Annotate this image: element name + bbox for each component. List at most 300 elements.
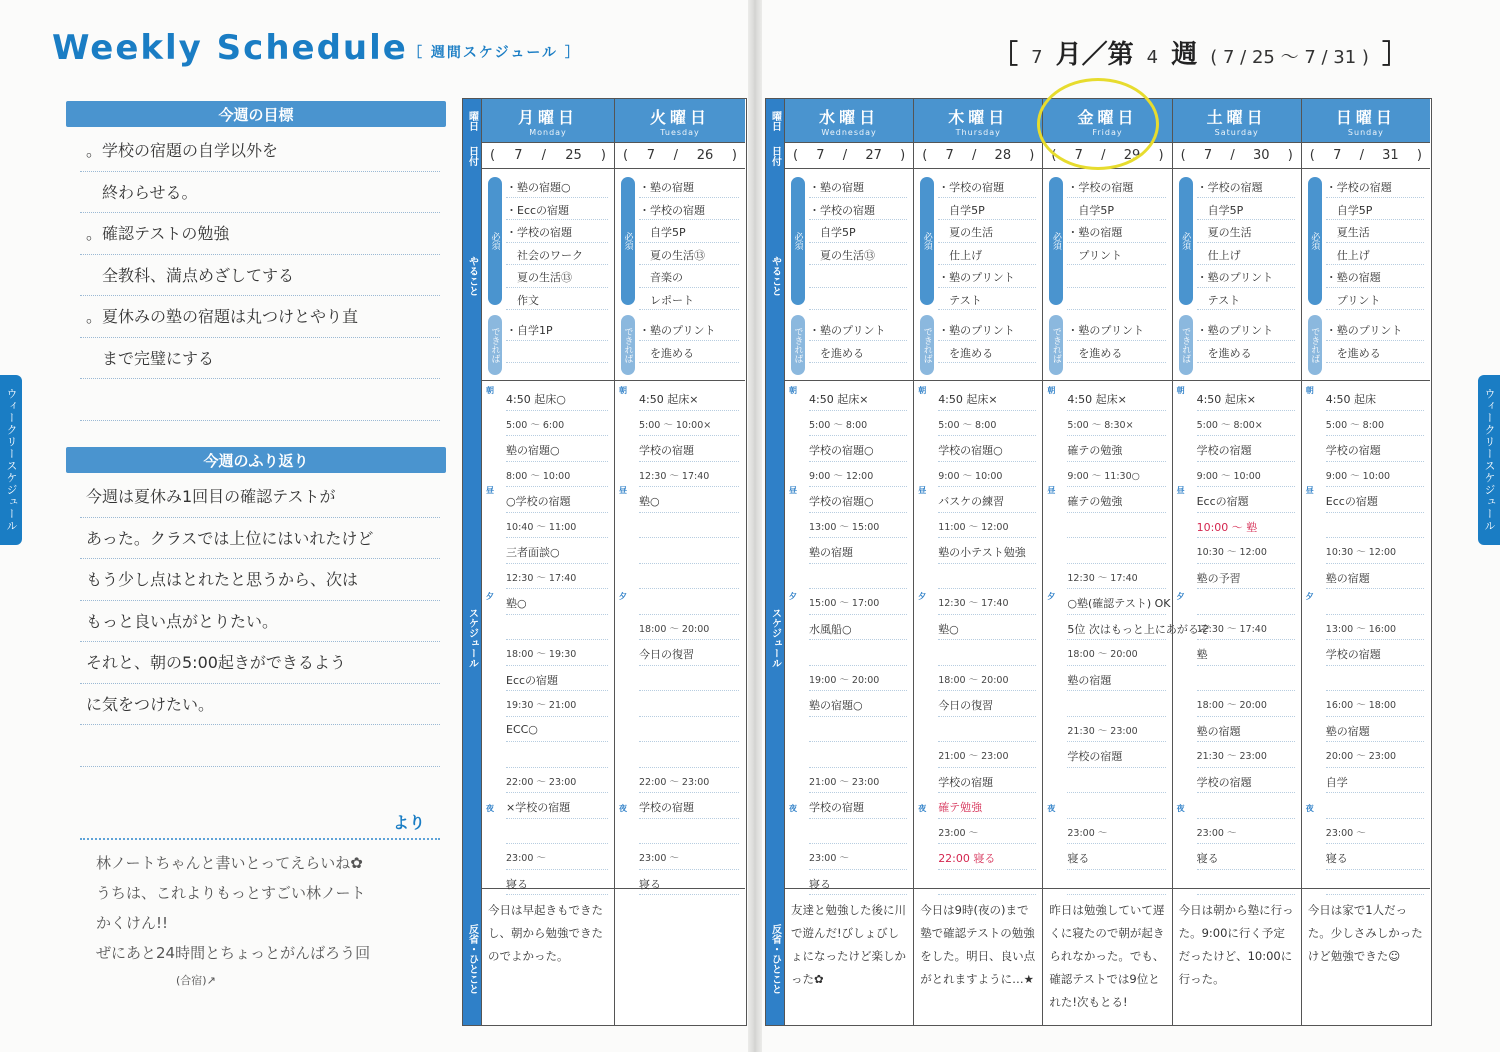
can-pill: できれば [1179, 315, 1193, 375]
schedule-entry[interactable]: 塾の宿題○ [809, 691, 907, 717]
schedule-entry[interactable]: 5:00 ～ 8:00× [1197, 411, 1295, 437]
schedule-entry[interactable]: 12:30 ～ 17:40 [506, 564, 608, 590]
schedule-entry[interactable]: 学校の宿題 [639, 436, 739, 462]
schedule-entry[interactable] [1067, 870, 1165, 896]
schedule-entry[interactable]: 10:40 ～ 11:00 [506, 513, 608, 539]
schedule-entry[interactable] [1197, 870, 1295, 896]
must-task[interactable]: 仕上げ [938, 243, 1036, 266]
date-day: 28 [994, 148, 1012, 163]
date-bracket: ( [1180, 148, 1186, 163]
must-task[interactable]: ・塾の宿題 [639, 175, 739, 198]
goals-lines [80, 130, 440, 421]
must-task[interactable]: プリント [1067, 243, 1165, 266]
must-task[interactable]: ・学校の宿題 [506, 220, 608, 243]
must-task[interactable]: ・塾のプリント [1197, 265, 1295, 288]
schedule-entry[interactable]: 4:50 起床 [1326, 385, 1424, 411]
schedule-entry[interactable]: ○学校の宿題 [506, 487, 608, 513]
schedule-block [914, 381, 1042, 889]
must-pill: 必須 [920, 177, 934, 305]
row-label: 反省・ひとこと [466, 924, 478, 994]
optional-task[interactable]: ・塾のプリント [938, 318, 1036, 341]
schedule-entry[interactable]: 13:00 ～ 15:00 [809, 513, 907, 539]
optional-task[interactable]: ・塾のプリント [1067, 318, 1165, 341]
schedule-entry[interactable]: 22:00 寝る [938, 844, 1036, 870]
goals-line[interactable]: 。学校の宿題の自学以外を [80, 130, 440, 172]
must-task[interactable]: 仕上げ [1326, 243, 1424, 266]
schedule-entry[interactable]: 4:50 起床× [639, 385, 739, 411]
schedule-entry[interactable] [938, 717, 1036, 743]
schedule-entry[interactable] [1067, 768, 1165, 794]
date-slash: / [842, 148, 848, 163]
schedule-entry[interactable] [639, 564, 739, 590]
schedule-entry[interactable]: 22:00 ～ 23:00 [639, 768, 739, 794]
optional-task[interactable]: を進める [639, 341, 739, 364]
schedule-entry[interactable]: 学校の宿題 [809, 793, 907, 819]
day-name-en: Sunday [1347, 128, 1384, 137]
todo-block [615, 169, 745, 381]
schedule-entry[interactable]: 12:30 ～ 17:40 [1067, 564, 1165, 590]
can-pill: できれば [920, 315, 934, 375]
schedule-entry[interactable]: 10:00 ～ 塾 [1197, 513, 1295, 539]
date-month: 7 [1074, 148, 1083, 163]
goals-line[interactable]: 全教科、満点めざしてする [80, 255, 440, 297]
schedule-entry[interactable]: 21:00 ～ 23:00 [938, 742, 1036, 768]
schedule-entry[interactable]: 23:00 ～ [506, 844, 608, 870]
must-task[interactable]: 自学5P [809, 220, 907, 243]
schedule-entry[interactable]: 塾○ [639, 487, 739, 513]
schedule-entry[interactable]: 4:50 起床× [1067, 385, 1165, 411]
page-title: Weekly Schedule [52, 28, 408, 68]
must-task[interactable]: ・学校の宿題 [639, 198, 739, 221]
must-task[interactable]: 社会のワーク [506, 243, 608, 266]
must-task[interactable]: ・学校の宿題 [1326, 175, 1424, 198]
must-task[interactable]: 夏の生活 [938, 220, 1036, 243]
date-bracket: ) [731, 148, 737, 163]
schedule-entry[interactable]: 18:00 ～ 20:00 [938, 666, 1036, 692]
must-pill: 必須 [1308, 177, 1322, 305]
time-of-day-tag: 夕 [789, 592, 797, 601]
schedule-entry[interactable] [1067, 538, 1165, 564]
time-of-day-tag: 朝 [789, 386, 797, 395]
schedule-entry[interactable]: 今日の復習 [639, 640, 739, 666]
schedule-entry[interactable] [809, 717, 907, 743]
must-task[interactable]: 夏の生活 [1197, 220, 1295, 243]
date-field[interactable] [1173, 143, 1301, 169]
schedule-entry[interactable]: 寝る [506, 870, 608, 896]
schedule-entry[interactable]: 21:30 ～ 23:00 [1197, 742, 1295, 768]
schedule-entry[interactable]: 寝る [1326, 844, 1424, 870]
schedule-entry[interactable] [639, 666, 739, 692]
schedule-entry[interactable]: 9:00 ～ 10:00 [1326, 462, 1424, 488]
time-of-day-tag: 朝 [1047, 386, 1056, 395]
schedule-entry[interactable]: 学校の宿題○ [809, 436, 907, 462]
goals-line[interactable]: 。確認テストの勉強 [80, 213, 440, 255]
schedule-entry[interactable]: 5:00 ～ 10:00× [639, 411, 739, 437]
schedule-entry[interactable]: 12:30 ～ 17:40 [639, 462, 739, 488]
schedule-entry[interactable]: 5:00 ～ 8:00 [1326, 411, 1424, 437]
date-slash: / [1359, 148, 1364, 163]
must-task[interactable]: 夏生活 [1326, 220, 1424, 243]
schedule-entry[interactable]: 9:00 ～ 10:00 [1197, 462, 1295, 488]
schedule-entry[interactable]: 5:00 ～ 8:30× [1067, 411, 1165, 437]
reflection-text[interactable]: 友達と勉強した後に川で遊んだ!びしょびしょになったけど楽しかった✿ [791, 903, 906, 986]
reflection-text[interactable]: 今日は家で1人だった。少しさみしかったけど勉強できた☺ [1307, 903, 1423, 963]
side-tab-left[interactable]: ウィークリースケジュール [0, 375, 22, 545]
schedule-entry[interactable]: 9:00 ～ 11:30○ [1067, 462, 1165, 488]
schedule-entry[interactable]: 11:00 ～ 12:00 [938, 513, 1036, 539]
schedule-entry[interactable]: 5:00 ～ 6:00 [506, 411, 608, 437]
week-close-bracket: ］ [1382, 40, 1409, 70]
schedule-entry[interactable] [639, 691, 739, 717]
book-spine [748, 0, 762, 1052]
schedule-entry[interactable] [1197, 589, 1295, 615]
time-of-day-tag: 昼 [619, 486, 627, 495]
date-bracket: ( [922, 148, 928, 163]
review-line[interactable] [80, 725, 440, 767]
schedule-entry[interactable] [1067, 793, 1165, 819]
schedule-entry[interactable]: 15:00 ～ 17:00 [809, 589, 907, 615]
date-bracket: ) [1416, 148, 1422, 163]
schedule-entry[interactable]: 9:00 ～ 10:00 [938, 462, 1036, 488]
time-of-day-tag: 夜 [1176, 804, 1185, 813]
day-name: 日曜日 [1335, 108, 1396, 127]
schedule-entry[interactable]: 塾の宿題 [1067, 666, 1165, 692]
must-task[interactable]: ・学校の宿題 [1197, 175, 1295, 198]
goals-title: 今週の目標 [66, 101, 446, 127]
time-of-day-tag: 昼 [1176, 486, 1185, 495]
date-day: 26 [696, 148, 714, 163]
date-bracket: ( [1051, 148, 1057, 163]
schedule-entry[interactable]: 学校の宿題 [1326, 640, 1424, 666]
schedule-entry[interactable]: 18:00 ～ 20:00 [1067, 640, 1165, 666]
optional-task[interactable]: を進める [938, 341, 1036, 364]
day-header [914, 99, 1042, 143]
must-task[interactable]: ・塾の宿題○ [506, 175, 608, 198]
optional-task[interactable]: ・塾のプリント [1197, 318, 1295, 341]
must-task[interactable]: ・学校の宿題 [1067, 175, 1165, 198]
date-month: 7 [1203, 148, 1213, 163]
schedule-entry[interactable] [639, 742, 739, 768]
review-line[interactable]: 今週は夏休み1回目の確認テストが [80, 476, 440, 518]
schedule-entry[interactable]: 5:00 ～ 8:00 [938, 411, 1036, 437]
schedule-entry[interactable] [1197, 793, 1295, 819]
reflection-text[interactable]: 今日は9時(夜の)まで塾で確認テストの勉強をした。明日、良い点がとれますように…★ [920, 903, 1036, 986]
day-name: 火曜日 [649, 108, 710, 127]
optional-task[interactable]: を進める [1326, 341, 1424, 364]
schedule-entry[interactable]: 学校の宿題 [639, 793, 739, 819]
date-month: 7 [514, 148, 523, 163]
row-label-column [463, 99, 481, 1025]
schedule-entry[interactable]: 確テの勉強 [1067, 436, 1165, 462]
review-line[interactable]: に気をつけたい。 [80, 684, 440, 726]
optional-task[interactable] [506, 341, 608, 364]
goals-line[interactable]: 終わらせる。 [80, 172, 440, 214]
must-task[interactable]: 作文 [506, 288, 608, 311]
schedule-entry[interactable] [938, 564, 1036, 590]
schedule-entry[interactable] [506, 819, 608, 845]
must-task[interactable]: 夏の生活⑬ [506, 265, 608, 288]
schedule-entry[interactable]: 23:00 ～ [1067, 819, 1165, 845]
schedule-entry[interactable]: 塾の宿題 [1197, 717, 1295, 743]
must-pill: 必須 [791, 177, 805, 305]
schedule-entry[interactable]: 三者面談○ [506, 538, 608, 564]
must-task[interactable]: 自学5P [1326, 198, 1424, 221]
schedule-entry[interactable]: 寝る [809, 870, 907, 896]
schedule-entry[interactable]: 23:00 ～ [1326, 819, 1424, 845]
schedule-entry[interactable]: ×学校の宿題 [506, 793, 608, 819]
optional-task[interactable]: ・塾のプリント [809, 318, 907, 341]
schedule-entry[interactable]: 13:00 ～ 16:00 [1326, 615, 1424, 641]
schedule-entry[interactable]: 学校の宿題○ [938, 436, 1036, 462]
schedule-entry[interactable]: 塾の宿題 [1326, 564, 1424, 590]
optional-task[interactable]: を進める [809, 341, 907, 364]
schedule-entry[interactable]: 寝る [639, 870, 739, 896]
must-task[interactable]: ・塾のプリント [938, 265, 1036, 288]
reflection-text[interactable] [615, 889, 745, 1017]
row-label: やること [769, 256, 781, 296]
schedule-entry[interactable]: 塾の宿題○ [506, 436, 608, 462]
schedule-entry[interactable] [1067, 691, 1165, 717]
optional-task[interactable]: ・塾のプリント [1326, 318, 1424, 341]
schedule-entry[interactable]: 5:00 ～ 8:00 [809, 411, 907, 437]
schedule-entry[interactable] [1326, 666, 1424, 692]
schedule-entry[interactable]: 20:00 ～ 23:00 [1326, 742, 1424, 768]
schedule-entry[interactable] [639, 717, 739, 743]
row-label: スケジュール [769, 608, 781, 668]
schedule-entry[interactable] [639, 589, 739, 615]
goals-line[interactable]: 。夏休みの塾の宿題は丸つけとやり直 [80, 296, 440, 338]
schedule-entry[interactable]: 22:00 ～ 23:00 [506, 768, 608, 794]
todo-block [785, 169, 913, 381]
schedule-entry[interactable] [639, 538, 739, 564]
schedule-entry[interactable]: 学校の宿題 [938, 768, 1036, 794]
schedule-entry[interactable] [1326, 513, 1424, 539]
schedule-entry[interactable]: 確テ勉強 [938, 793, 1036, 819]
must-task[interactable]: ・塾の宿題 [1067, 220, 1165, 243]
schedule-entry[interactable]: 塾の宿題 [1326, 717, 1424, 743]
review-line[interactable]: あった。クラスでは上位にはいれたけど [80, 518, 440, 560]
schedule-entry[interactable]: 21:00 ～ 23:00 [809, 768, 907, 794]
schedule-entry[interactable]: ECC○ [506, 717, 608, 743]
schedule-entry[interactable] [938, 870, 1036, 896]
schedule-entry[interactable]: 学校の宿題○ [809, 487, 907, 513]
schedule-entry[interactable] [809, 742, 907, 768]
day-column [1301, 99, 1430, 1025]
schedule-entry[interactable]: 18:00 ～ 20:00 [1197, 691, 1295, 717]
must-task[interactable]: ・塾の宿題 [809, 175, 907, 198]
schedule-entry[interactable]: 19:30 ～ 21:00 [506, 691, 608, 717]
date-field[interactable] [615, 143, 745, 169]
date-month: 7 [816, 148, 825, 163]
optional-task[interactable]: を進める [1067, 341, 1165, 364]
goals-line[interactable] [80, 379, 440, 421]
schedule-entry[interactable]: 塾○ [506, 589, 608, 615]
schedule-entry[interactable]: 今日の復習 [938, 691, 1036, 717]
schedule-entry[interactable]: 塾○ [938, 615, 1036, 641]
todo-block [482, 169, 614, 381]
week-label-text: 週 [1171, 40, 1198, 70]
time-of-day-tag: 夕 [486, 592, 494, 601]
schedule-entry[interactable]: 23:00 ～ [938, 819, 1036, 845]
day-name: 月曜日 [517, 108, 578, 127]
schedule-entry[interactable]: 寝る [1067, 844, 1165, 870]
must-task[interactable]: 自学5P [938, 198, 1036, 221]
schedule-entry[interactable]: ○塾(確認テスト) OK [1067, 589, 1165, 615]
schedule-entry[interactable]: 23:00 ～ [639, 844, 739, 870]
review-line[interactable]: それと、朝の5:00起きができるよう [80, 642, 440, 684]
date-field[interactable] [1302, 143, 1430, 169]
must-task[interactable] [1067, 288, 1165, 311]
schedule-entry[interactable] [506, 615, 608, 641]
must-task[interactable]: 夏の生活⑬ [639, 243, 739, 266]
schedule-entry[interactable]: 4:50 起床× [809, 385, 907, 411]
schedule-entry[interactable]: 19:00 ～ 20:00 [809, 666, 907, 692]
schedule-entry[interactable]: 確テの勉強 [1067, 487, 1165, 513]
schedule-entry[interactable] [1067, 513, 1165, 539]
reflection-text[interactable]: 今日は朝から塾に行った。9:00に行く予定だったけど、10:00に行った。 [1178, 903, 1294, 986]
schedule-entry[interactable]: 23:00 ～ [809, 844, 907, 870]
must-task[interactable]: 自学5P [639, 220, 739, 243]
goals-line[interactable]: まで完璧にする [80, 338, 440, 380]
schedule-entry[interactable]: 8:00 ～ 10:00 [506, 462, 608, 488]
date-bracket: ) [600, 148, 606, 163]
must-task[interactable]: テスト [938, 288, 1036, 311]
day-name-en: Monday [529, 128, 567, 137]
day-header [482, 99, 614, 143]
schedule-entry[interactable]: 23:00 ～ [1197, 819, 1295, 845]
reflection-text[interactable]: 昨日は勉強していて遅くに寝たので朝が起きられなかった。でも、確認テストでは9位とれた!次もとる! [1049, 903, 1165, 1009]
schedule-entry[interactable]: Eccの宿題 [506, 666, 608, 692]
time-of-day-tag: 昼 [1305, 486, 1314, 495]
schedule-entry[interactable]: 18:00 ～ 19:30 [506, 640, 608, 666]
must-task[interactable]: レポート [639, 288, 739, 311]
day-column [784, 99, 913, 1025]
friday-highlight-circle [1037, 78, 1159, 170]
schedule-entry[interactable]: 水風船○ [809, 615, 907, 641]
date-bracket: ) [900, 148, 906, 163]
schedule-entry[interactable]: 9:00 ～ 12:00 [809, 462, 907, 488]
date-bracket: ) [1287, 148, 1293, 163]
schedule-entry[interactable]: 4:50 起床× [938, 385, 1036, 411]
must-task[interactable]: ・学校の宿題 [809, 198, 907, 221]
schedule-entry[interactable]: 10:30 ～ 12:00 [1197, 538, 1295, 564]
review-line[interactable]: もっと良い点がとりたい。 [80, 601, 440, 643]
optional-task[interactable]: を進める [1197, 341, 1295, 364]
schedule-entry[interactable]: 12:30 ～ 17:40 [1197, 615, 1295, 641]
must-task[interactable]: ・Eccの宿題 [506, 198, 608, 221]
must-task[interactable]: 自学5P [1067, 198, 1165, 221]
schedule-entry[interactable]: 寝る [1197, 844, 1295, 870]
optional-task[interactable]: ・塾のプリント [639, 318, 739, 341]
schedule-entry[interactable]: 10:30 ～ 12:00 [1326, 538, 1424, 564]
date-slash: / [1230, 148, 1235, 163]
schedule-entry[interactable]: 自学 [1326, 768, 1424, 794]
schedule-entry[interactable]: 12:30 ～ 17:40 [938, 589, 1036, 615]
parent-note [96, 848, 426, 998]
must-task[interactable]: 仕上げ [1197, 243, 1295, 266]
schedule-entry[interactable]: 学校の宿題 [1326, 436, 1424, 462]
schedule-entry[interactable] [1326, 589, 1424, 615]
schedule-entry[interactable] [639, 513, 739, 539]
schedule-entry[interactable]: 塾の小テスト勉強 [938, 538, 1036, 564]
must-task[interactable]: 自学5P [1197, 198, 1295, 221]
schedule-entry[interactable]: 18:00 ～ 20:00 [639, 615, 739, 641]
schedule-entry[interactable] [809, 564, 907, 590]
date-slash: / [673, 148, 679, 163]
schedule-entry[interactable]: 4:50 起床× [1197, 385, 1295, 411]
schedule-entry[interactable]: 塾の宿題 [809, 538, 907, 564]
schedule-entry[interactable] [938, 640, 1036, 666]
must-pill: 必須 [1179, 177, 1193, 305]
row-label: 曜日 [769, 111, 781, 131]
date-field[interactable] [914, 143, 1042, 169]
must-task[interactable]: 夏の生活⑬ [809, 243, 907, 266]
schedule-block [482, 381, 614, 889]
time-of-day-tag: 夕 [1305, 592, 1314, 601]
schedule-entry[interactable]: 21:30 ～ 23:00 [1067, 717, 1165, 743]
must-task[interactable]: ・塾の宿題 [1326, 265, 1424, 288]
schedule-entry[interactable] [809, 819, 907, 845]
schedule-entry[interactable]: 学校の宿題 [1067, 742, 1165, 768]
can-pill: できれば [488, 315, 502, 375]
schedule-entry[interactable]: バスケの練習 [938, 487, 1036, 513]
schedule-entry[interactable] [639, 819, 739, 845]
schedule-entry[interactable]: 16:00 ～ 18:00 [1326, 691, 1424, 717]
schedule-entry[interactable] [809, 640, 907, 666]
must-task[interactable] [809, 288, 907, 311]
schedule-entry[interactable]: 学校の宿題 [1197, 436, 1295, 462]
schedule-entry[interactable]: Eccの宿題 [1197, 487, 1295, 513]
reflection-text[interactable]: 今日は早起きもできたし、朝から勉強できたのでよかった。 [488, 903, 603, 963]
schedule-entry[interactable]: 4:50 起床○ [506, 385, 608, 411]
time-of-day-tag: 夕 [619, 592, 627, 601]
must-task[interactable] [1067, 265, 1165, 288]
schedule-entry[interactable]: 学校の宿題 [1197, 768, 1295, 794]
time-of-day-tag: 夕 [918, 592, 927, 601]
day-name-en: Tuesday [660, 128, 700, 137]
must-task[interactable] [809, 265, 907, 288]
date-field[interactable] [785, 143, 913, 169]
can-pill: できれば [1049, 315, 1063, 375]
must-task[interactable]: 音楽の [639, 265, 739, 288]
time-of-day-tag: 夕 [1176, 592, 1185, 601]
time-of-day-tag: 朝 [1176, 386, 1185, 395]
must-task[interactable]: プリント [1326, 288, 1424, 311]
schedule-entry[interactable] [1326, 870, 1424, 896]
schedule-entry[interactable] [1326, 793, 1424, 819]
date-day: 31 [1382, 148, 1399, 163]
note-line: うちは、これよりもっとすごい林ノート [96, 884, 366, 902]
optional-task[interactable]: ・自学1P [506, 318, 608, 341]
schedule-block [1302, 381, 1430, 889]
day-name: 金曜日 [1077, 108, 1138, 127]
schedule-entry[interactable]: 5位 次はもっと上にあがるぞ [1067, 615, 1165, 641]
can-pill: できれば [1308, 315, 1322, 375]
must-pill: 必須 [621, 177, 635, 305]
review-line[interactable]: もう少し点はとれたと思うから、次は [80, 559, 440, 601]
must-task[interactable]: テスト [1197, 288, 1295, 311]
schedule-entry[interactable]: 塾の予習 [1197, 564, 1295, 590]
schedule-entry[interactable]: Eccの宿題 [1326, 487, 1424, 513]
schedule-entry[interactable] [1197, 666, 1295, 692]
date-field[interactable] [482, 143, 614, 169]
side-tab-right[interactable]: ウィークリースケジュール [1478, 375, 1500, 545]
schedule-block [1043, 381, 1210, 889]
schedule-entry[interactable] [506, 742, 608, 768]
time-of-day-tag: 昼 [486, 486, 494, 495]
schedule-entry[interactable]: 塾 [1197, 640, 1295, 666]
must-task[interactable]: ・学校の宿題 [938, 175, 1036, 198]
